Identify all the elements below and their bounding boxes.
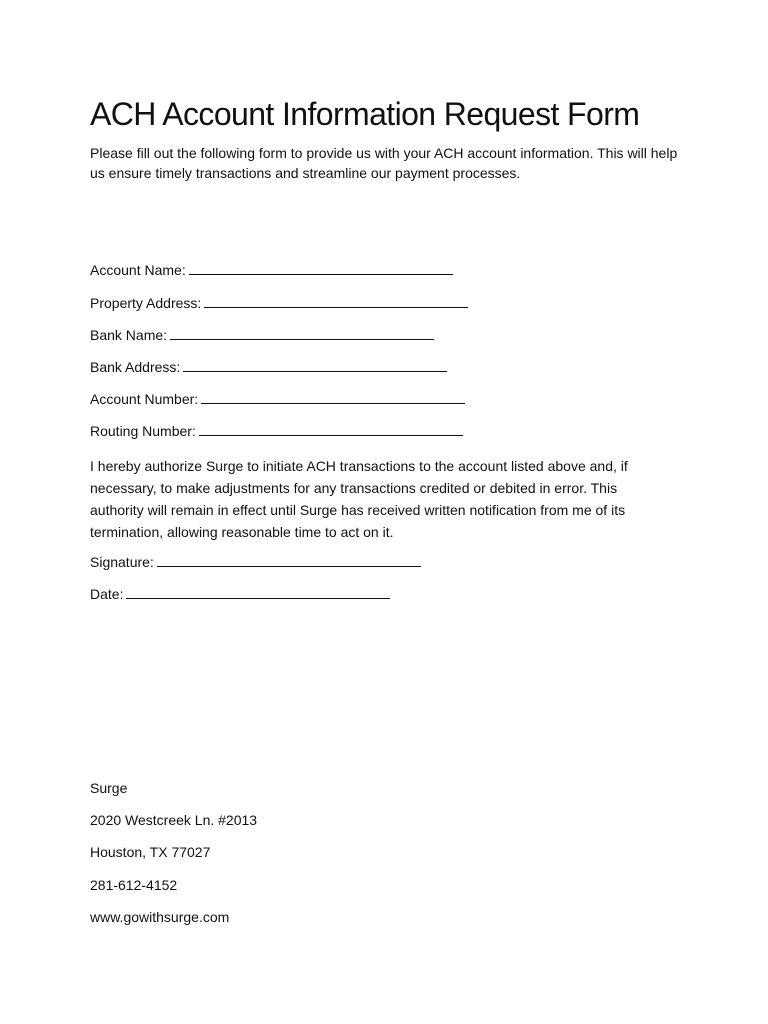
footer-phone: 281-612-4152 [90,877,178,893]
account-number-field[interactable] [90,389,465,409]
routing-number-label: Routing Number: [90,423,196,439]
footer-website: www.gowithsurge.com [90,909,230,925]
authorization-paragraph: I hereby authorize Surge to initiate ACH transactions to the account listed above and, if necessary, to make adjustments for any transactions credited or debited in error. This authority will remain in effect until Surge has received written notification from me of its termination, allowing reasonable time to act on it. [90,458,628,540]
bank-address-field[interactable] [90,357,447,377]
signature-field[interactable] [90,552,421,572]
bank-address-blank[interactable] [183,359,447,372]
account-name-field[interactable] [90,260,453,280]
account-number-label: Account Number: [90,391,199,407]
property-address-blank[interactable] [204,295,468,308]
bank-name-label: Bank Name: [90,327,168,343]
bank-name-blank[interactable] [170,327,434,340]
routing-number-blank[interactable] [199,423,463,436]
account-name-blank[interactable] [189,262,453,275]
date-label: Date: [90,586,124,602]
property-address-field[interactable] [90,293,468,313]
bank-address-label: Bank Address: [90,359,181,375]
routing-number-field[interactable] [90,421,463,441]
footer-city: Houston, TX 77027 [90,844,211,860]
footer-company: Surge [90,780,128,796]
signature-label: Signature: [90,554,154,570]
footer-street: 2020 Westcreek Ln. #2013 [90,812,258,828]
date-blank[interactable] [126,586,390,599]
page-title: ACH Account Information Request Form [90,96,640,132]
bank-name-field[interactable] [90,325,434,345]
intro-paragraph: Please fill out the following form to provide us with your ACH account information. This will help us ensure timely transactions and streamline our payment processes. [90,145,678,181]
account-name-label: Account Name: [90,262,186,278]
property-address-label: Property Address: [90,295,202,311]
account-number-blank[interactable] [201,391,465,404]
date-field[interactable] [90,584,390,604]
signature-blank[interactable] [157,554,421,567]
